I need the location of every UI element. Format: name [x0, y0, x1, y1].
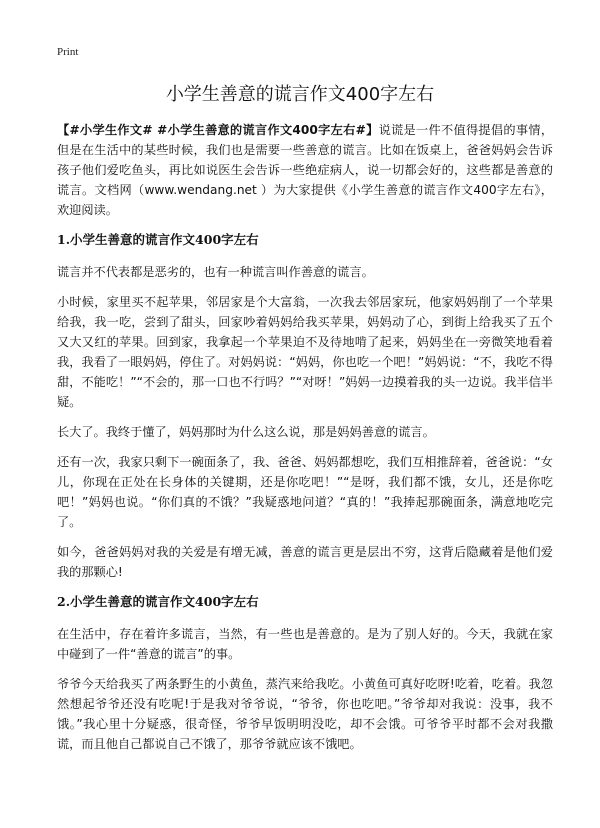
- intro-text: 说谎是一件不值得提倡的事情，但是在生活中的某些时候，我们也是需要一些善意的谎言。比如在饭桌上，爸爸妈妈会告诉孩子他们爱吃鱼头，再比如说医生会告诉一些绝症病人，说一切都会好的，这些都是善意的谎言。文档网（www.wendang.net ）为大家提供《小学生善意的谎言作文400字左右》，欢迎阅读。: [57, 123, 554, 217]
- paragraph: 还有一次，我家只剩下一碗面条了，我、爸爸、妈妈都想吃，我们互相推辞着，爸爸说：“女儿，你现在正处在长身体的关键期，还是你吃吧！”“是呀，我们都不饿，女儿，还是你吃吧！”妈妈也说。“你们真的不饿？”我疑惑地问道？“真的！”我捧起那碗面条，满意地吃完了。: [57, 455, 553, 529]
- paragraph: 在生活中，存在着许多谎言，当然，有一些也是善意的。是为了别人好的。今天，我就在家中碰到了一件“善意的谎言”的事。: [57, 627, 553, 661]
- paragraph: 如今，爸爸妈妈对我的关爱是有增无减，善意的谎言更是层出不穷，这背后隐藏着是他们爱我的那颗心!: [57, 545, 553, 579]
- paragraph: 谎言并不代表都是恶劣的，也有一种谎言叫作善意的谎言。: [57, 265, 374, 279]
- article-body: [57, 120, 553, 764]
- section-heading: 2.小学生善意的谎言作文400字左右: [57, 594, 259, 609]
- section-heading: 1.小学生善意的谎言作文400字左右: [57, 232, 259, 247]
- intro-paragraph: [57, 120, 553, 220]
- paragraph: 爷爷今天给我买了两条野生的小黄鱼，蒸汽来给我吃。小黄鱼可真好吃呀!吃着，吃着。我忽然想起爷爷还没有吃呢!于是我对爷爷说，“爷爷，你也吃吧。”爷爷却对我说：没事，我不饿。”我心里十分疑惑，很奇怪，爷爷早饭明明没吃，却不会饿。可爷爷平时都不会对我撒谎，而且他自己都说自己不饿了，那爷爷就应该不饿吧。: [57, 677, 553, 751]
- page-title: 小学生善意的谎言作文400字左右: [165, 84, 435, 105]
- paragraph: 长大了。我终于懂了，妈妈那时为什么这么说，那是妈妈善意的谎言。: [57, 425, 435, 439]
- print-link[interactable]: Print: [57, 46, 79, 58]
- intro-tags: 【#小学生作文# #小学生善意的谎言作文400字左右#】: [57, 123, 379, 137]
- paragraph: 小时候，家里买不起苹果，邻居家是个大富翁，一次我去邻居家玩，他家妈妈削了一个苹果给我，我一吃，尝到了甜头，回家吵着妈妈给我买苹果，妈妈动了心，到街上给我买了五个又大又红的苹果。回到家，我拿起一个苹果迫不及待地啃了起来，妈妈坐在一旁微笑地看着我，我看了一眼妈妈，停住了。对妈妈说：“妈妈，你也吃一个吧！”妈妈说：“不，我吃不得甜，不能吃！”“不会的，那一口也不行吗？”“对呀！”妈妈一边摸着我的头一边说。我半信半疑。: [57, 295, 553, 409]
